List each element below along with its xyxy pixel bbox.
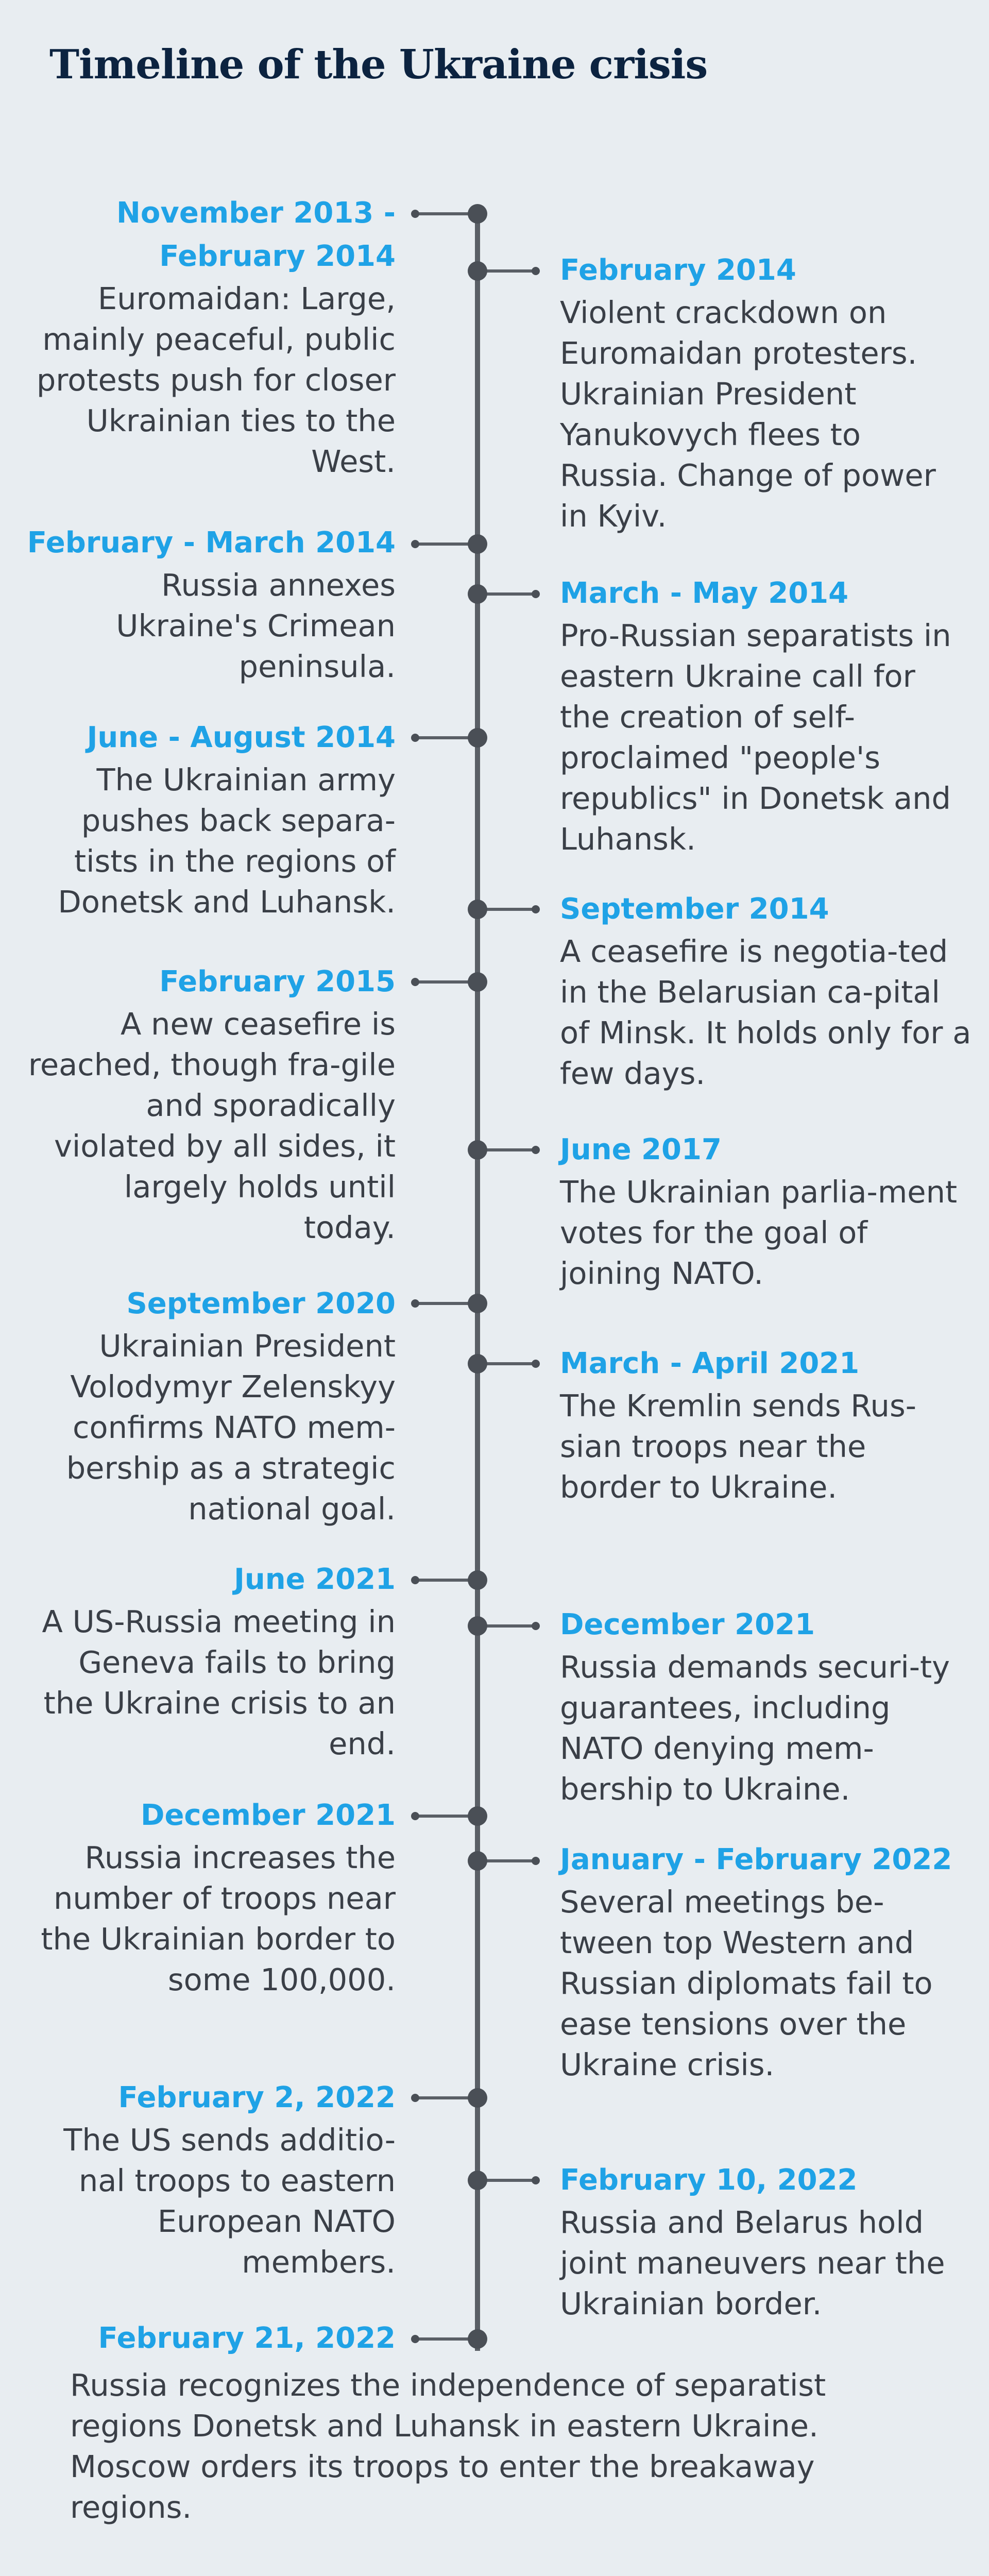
event-date: February 21, 2022	[98, 2321, 396, 2355]
event-left-6	[25, 1558, 396, 1764]
connector-line	[416, 1815, 473, 1818]
timeline-dot	[468, 534, 487, 554]
event-date: November 2013 - February 2014	[116, 196, 396, 273]
event-right-5	[560, 1342, 972, 1507]
connector-end-dot	[532, 1857, 540, 1865]
event-date: February - March 2014	[27, 526, 396, 560]
event-text: The Ukrainian parlia-ment votes for the goal of joining NATO.	[560, 1174, 958, 1291]
event-date: December 2021	[140, 1799, 396, 1832]
connector-end-dot	[532, 267, 540, 275]
event-text: A ceasefire is negotia-ted in the Belarusian ca-pital of Minsk. It holds only for a few days.	[560, 934, 971, 1091]
connector-line	[416, 212, 473, 215]
timeline-dot	[468, 1851, 487, 1871]
event-final	[25, 2317, 396, 2360]
event-text: Russia annexes Ukraine's Crimean peninsula.	[116, 567, 396, 684]
event-date: June 2017	[560, 1133, 722, 1166]
connector-line	[482, 592, 534, 596]
event-text: Ukrainian President Volodymyr Zelenskyy confirms NATO mem-bership as a strategic national goal.	[66, 1328, 396, 1527]
connector-line	[416, 980, 473, 984]
event-date: February 2, 2022	[118, 2081, 396, 2114]
event-text: The US sends additio-nal troops to eastern European NATO members.	[63, 2122, 396, 2280]
event-date: September 2020	[126, 1287, 396, 1320]
connector-end-dot	[411, 1299, 419, 1308]
event-date: March - May 2014	[560, 577, 849, 610]
timeline-dot	[468, 1140, 487, 1160]
connector-line	[482, 1624, 534, 1628]
timeline-axis	[475, 213, 480, 2351]
connector-line	[416, 2337, 473, 2341]
event-text: Pro-Russian separatists in eastern Ukraine call for the creation of self-proclaimed "people's republics" in Donetsk and Luhansk.	[560, 618, 951, 857]
event-text: Russia increases the number of troops near the Ukrainian border to some 100,000.	[41, 1840, 396, 1997]
timeline-dot	[468, 1570, 487, 1590]
connector-end-dot	[411, 734, 419, 742]
timeline-dot	[468, 900, 487, 919]
event-text: Euromaidan: Large, mainly peaceful, public protests push for closer Ukrainian ties to the West.	[36, 281, 396, 479]
event-left-5	[25, 1282, 396, 1529]
connector-line	[482, 1148, 534, 1151]
event-date: December 2021	[560, 1608, 815, 1641]
connector-line	[416, 2096, 473, 2099]
connector-line	[416, 543, 473, 546]
timeline-dot	[468, 1616, 487, 1636]
connector-line	[482, 1362, 534, 1365]
event-text: Russia demands securi-ty guarantees, including NATO denying mem-bership to Ukraine.	[560, 1649, 950, 1807]
timeline-dot	[468, 728, 487, 748]
event-date: June - August 2014	[87, 721, 396, 754]
event-text: Several meetings be-tween top Western and Russian diplomats fail to ease tensions over the Ukraine crisis.	[560, 1884, 933, 2082]
timeline-dot	[468, 1294, 487, 1313]
event-left-8	[25, 2076, 396, 2282]
event-right-2	[560, 572, 972, 859]
page-title: Timeline of the Ukraine crisis	[49, 41, 708, 88]
event-right-4	[560, 1128, 972, 1294]
timeline-dot	[468, 2171, 487, 2190]
event-date: February 2015	[159, 965, 396, 998]
timeline-dot	[468, 2088, 487, 2108]
event-text: A US-Russia meeting in Geneva fails to bring the Ukraine crisis to an end.	[42, 1604, 396, 1761]
connector-line	[482, 2179, 534, 2182]
connector-end-dot	[532, 1360, 540, 1368]
event-date: January - February 2022	[560, 1843, 952, 1876]
event-left-7	[25, 1794, 396, 2000]
connector-end-dot	[532, 2176, 540, 2184]
connector-end-dot	[532, 590, 540, 598]
event-text: Violent crackdown on Euromaidan protesters. Ukrainian President Yanukovych flees to Russia. Change of power in Kyiv.	[560, 295, 936, 534]
event-right-3	[560, 888, 972, 1094]
event-date: September 2014	[560, 892, 829, 926]
connector-end-dot	[532, 905, 540, 913]
timeline-dot	[468, 2329, 487, 2349]
event-left-2	[25, 521, 396, 687]
event-text: Russia and Belarus hold joint maneuvers near the Ukrainian border.	[560, 2205, 945, 2321]
event-right-1	[560, 249, 972, 536]
connector-line	[482, 269, 534, 273]
event-text: A new ceasefire is reached, though fra-gile and sporadically violated by all sides, it largely holds until today.	[28, 1006, 396, 1245]
connector-end-dot	[411, 2094, 419, 2102]
connector-line	[416, 1579, 473, 1582]
connector-line	[416, 736, 473, 739]
connector-end-dot	[532, 1622, 540, 1630]
event-left-4	[25, 960, 396, 1248]
timeline-dot	[468, 972, 487, 992]
event-final-text: Russia recognizes the independence of separatist regions Donetsk and Luhansk in eastern Ukraine. Moscow orders its troops to enter the breakaway regions.	[70, 2367, 826, 2525]
timeline-dot	[468, 1354, 487, 1374]
event-left-1	[25, 192, 396, 482]
event-right-6	[560, 1603, 972, 1809]
timeline-dot	[468, 584, 487, 604]
connector-end-dot	[411, 2335, 419, 2343]
connector-line	[482, 908, 534, 911]
event-date: March - April 2021	[560, 1347, 860, 1380]
event-text: The Kremlin sends Rus-sian troops near the border to Ukraine.	[560, 1388, 916, 1505]
timeline-dot	[468, 261, 487, 281]
connector-line	[416, 1302, 473, 1305]
connector-end-dot	[411, 210, 419, 218]
connector-line	[482, 1859, 534, 1862]
event-right-8	[560, 2159, 972, 2324]
event-date: February 10, 2022	[560, 2163, 858, 2197]
event-date: February 2014	[560, 253, 796, 287]
event-date: June 2021	[234, 1563, 396, 1596]
event-left-3	[25, 716, 396, 922]
timeline-dot	[468, 204, 487, 224]
connector-end-dot	[411, 1576, 419, 1584]
event-right-7	[560, 1838, 972, 2085]
timeline-dot	[468, 1806, 487, 1826]
connector-end-dot	[411, 978, 419, 986]
event-text: The Ukrainian army pushes back separa-tists in the regions of Donetsk and Luhansk.	[58, 762, 396, 920]
connector-end-dot	[411, 1812, 419, 1820]
connector-end-dot	[532, 1146, 540, 1154]
connector-end-dot	[411, 540, 419, 548]
